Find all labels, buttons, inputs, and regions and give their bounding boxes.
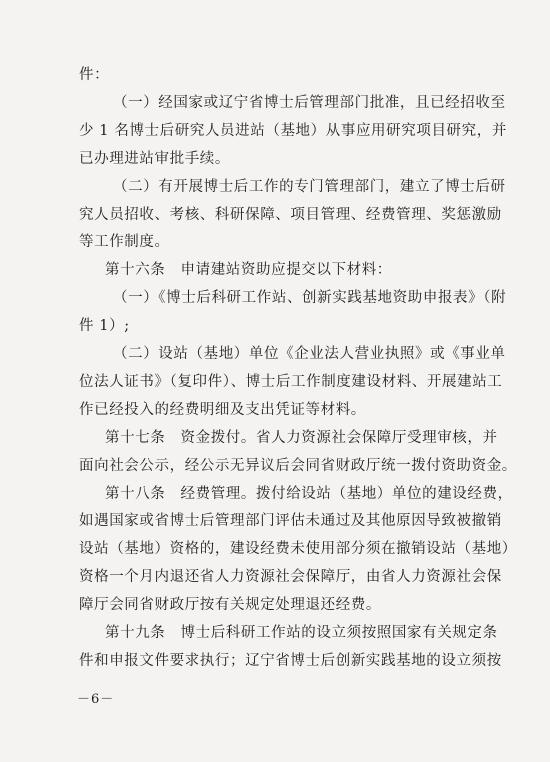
text-line: 设站（基地）资格的，建设经费未使用部分须在撤销设站（基地） — [79, 541, 517, 557]
text-line: 究人员招收、考核、科研保障、项目管理、经费管理、奖惩激励 — [79, 207, 502, 223]
article-heading-line: 第十九条 博士后科研工作站的设立须按照国家有关规定条 — [105, 625, 498, 641]
text-line: 面向社会公示，经公示无异议后会同省财政厅统一拨付资助资金。 — [79, 458, 517, 474]
article-heading-line: 第十八条 经费管理。拨付给设站（基地）单位的建设经费， — [105, 486, 513, 502]
text-line: 少 1 名博士后研究人员进站（基地）从事应用研究项目研究，并 — [79, 123, 507, 139]
text-line: 作已经投入的经费明细及支出凭证等材料。 — [79, 402, 366, 418]
text-line: 位法人证书》（复印件）、博士后工作制度建设材料、开展建站工 — [79, 374, 503, 390]
text-line: 件和申报文件要求执行；辽宁省博士后创新实践基地的设立须按 — [79, 653, 502, 669]
page-number: －6－ — [77, 692, 115, 707]
article-heading-line: 第十六条 申请建站资助应提交以下材料： — [105, 262, 392, 278]
text-line: （二）设站（基地）单位《企业法人营业执照》或《事业单 — [113, 346, 506, 362]
text-line: 件： — [79, 67, 110, 83]
text-line: （二）有开展博士后工作的专门管理部门，建立了博士后研 — [113, 179, 506, 195]
text-line: （一）《博士后科研工作站、创新实践基地资助申报表》（附 — [113, 290, 507, 306]
text-line: 障厅会同省财政厅按有关规定处理退还经费。 — [79, 597, 381, 613]
text-line: 资格一个月内退还省人力资源社会保障厅，由省人力资源社会保 — [79, 569, 502, 585]
text-line: 如遇国家或省博士后管理部门评估未通过及其他原因导致被撤销 — [79, 513, 502, 529]
text-line: 已办理进站审批手续。 — [79, 151, 230, 167]
text-line: 件 1）; — [79, 318, 130, 334]
text-line: 等工作制度。 — [79, 234, 170, 250]
text-line: （一）经国家或辽宁省博士后管理部门批准，且已经招收至 — [113, 95, 506, 111]
article-heading-line: 第十七条 资金拨付。省人力资源社会保障厅受理审核，并 — [105, 430, 498, 446]
